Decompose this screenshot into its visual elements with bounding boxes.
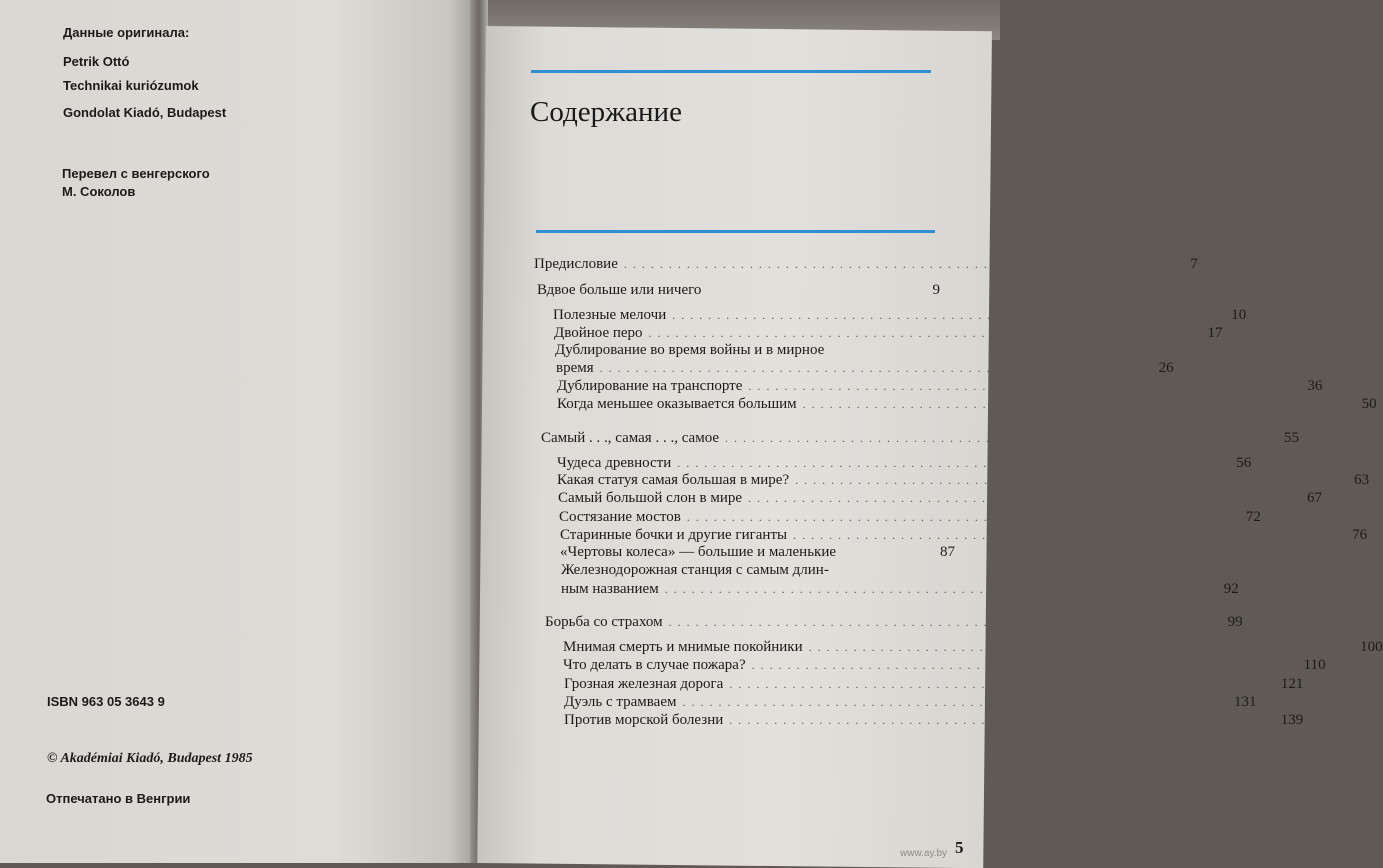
dot-leader: ............................................................ bbox=[748, 491, 1289, 505]
left-page bbox=[0, 0, 478, 863]
toc-entry bbox=[557, 471, 1370, 489]
dot-leader: ............................................................ bbox=[729, 677, 1270, 691]
toc-entry-page: 17 bbox=[1207, 325, 1223, 341]
toc-entry-title: ным названием bbox=[561, 581, 659, 597]
toc-entry-title: время bbox=[556, 360, 594, 376]
toc-entry bbox=[553, 306, 1247, 324]
toc-entry-page: 87 bbox=[940, 544, 955, 560]
toc-entry bbox=[554, 324, 1223, 342]
dot-leader: ............................................................ bbox=[672, 308, 1213, 322]
dot-leader: ............................................................ bbox=[808, 640, 1349, 654]
toc-entry bbox=[560, 526, 1368, 544]
toc-entry-title: Самый большой слон в мире bbox=[558, 490, 743, 506]
toc-entry-title: Чудеса древности bbox=[557, 455, 672, 471]
toc-entry bbox=[559, 508, 1261, 526]
toc-entry-page: 9 bbox=[932, 282, 940, 298]
contents-rule bbox=[536, 230, 935, 233]
toc-entry-page: 36 bbox=[1307, 378, 1323, 394]
toc-entry bbox=[537, 281, 940, 299]
dot-leader: ............................................................ bbox=[686, 510, 1227, 524]
dot-leader: ............................................................ bbox=[599, 361, 1140, 375]
toc-entry-title: «Чертовы колеса» — большие и маленькие bbox=[560, 544, 837, 560]
dot-leader: ............................................................ bbox=[793, 528, 1334, 542]
dot-leader: ............................................................ bbox=[795, 473, 1336, 487]
dot-leader: ............................................................ bbox=[668, 615, 1209, 629]
dot-leader: ............................................................ bbox=[648, 326, 1189, 340]
translated-from: Перевел с венгерского bbox=[62, 166, 210, 181]
dot-leader: ............................................................ bbox=[677, 456, 1218, 470]
toc-entry-page: 139 bbox=[1280, 712, 1304, 728]
toc-entry-page: 92 bbox=[1223, 581, 1239, 597]
toc-entry bbox=[555, 341, 944, 359]
toc-entry-title: Мнимая смерть и мнимые покойники bbox=[563, 639, 803, 655]
toc-entry bbox=[557, 395, 1377, 413]
toc-entry bbox=[563, 656, 1326, 674]
toc-entry-page: 110 bbox=[1303, 657, 1326, 673]
toc-entry-page: 99 bbox=[1227, 614, 1243, 630]
dot-leader: ............................................................ bbox=[729, 713, 1270, 727]
copyright: © Akadémiai Kiadó, Budapest 1985 bbox=[47, 751, 253, 766]
toc-entry-page: 10 bbox=[1231, 307, 1247, 323]
original-author: Petrik Ottó bbox=[63, 54, 130, 69]
toc-entry-title: Железнодорожная станция с самым длин- bbox=[561, 562, 829, 578]
toc-entry bbox=[541, 429, 1300, 447]
toc-entry bbox=[563, 638, 1383, 656]
dot-leader: ............................................................ bbox=[751, 658, 1292, 672]
printed-in: Отпечатано в Венгрии bbox=[46, 791, 191, 806]
dot-leader: ............................................................ bbox=[748, 379, 1289, 393]
toc-entry-title: Дублирование во время войны и в мирное bbox=[555, 342, 825, 358]
toc-entry-title: Против морской болезни bbox=[564, 712, 724, 728]
dot-leader: ............................................................ bbox=[725, 431, 1266, 445]
toc-entry bbox=[558, 489, 1323, 507]
toc-entry bbox=[561, 580, 1239, 598]
original-data-label: Данные оригинала: bbox=[63, 25, 190, 40]
watermark: www.ay.by bbox=[900, 848, 948, 859]
toc-entry-page: 121 bbox=[1280, 676, 1304, 692]
toc-entry-title: Дуэль с трамваем bbox=[564, 694, 677, 710]
top-rule bbox=[531, 70, 931, 73]
toc-entry-page: 67 bbox=[1307, 490, 1323, 506]
toc-entry-title: Старинные бочки и другие гиганты bbox=[560, 527, 788, 543]
toc-entry-title: Борьба со страхом bbox=[545, 614, 663, 630]
toc-entry-page: 55 bbox=[1284, 430, 1300, 446]
translator: М. Соколов bbox=[62, 184, 136, 199]
toc-entry-title: Полезные мелочи bbox=[553, 307, 667, 323]
toc-entry-title: Двойное перо bbox=[554, 325, 643, 341]
toc-entry-page: 100 bbox=[1360, 639, 1383, 655]
toc-entry bbox=[561, 561, 955, 579]
toc-entry-title: Самый . . ., самая . . ., самое bbox=[541, 430, 720, 446]
toc-entry bbox=[557, 377, 1323, 395]
page-number: 5 bbox=[955, 838, 964, 857]
toc-entry-page: 56 bbox=[1236, 455, 1252, 471]
toc-entry bbox=[564, 693, 1257, 711]
toc-entry-title: Дублирование на транспорте bbox=[557, 378, 743, 394]
dot-leader: ............................................................ bbox=[623, 257, 1164, 271]
dot-leader: ............................................................ bbox=[802, 397, 1343, 411]
toc-entry-page: 131 bbox=[1233, 694, 1257, 710]
toc-entry bbox=[560, 543, 955, 561]
original-publisher: Gondolat Kiadó, Budapest bbox=[63, 105, 227, 120]
toc-entry-page: 50 bbox=[1361, 396, 1377, 412]
toc-entry-page: 76 bbox=[1352, 527, 1368, 543]
toc-entry-title: Состязание мостов bbox=[559, 509, 681, 525]
toc-entry-title: Какая статуя самая большая в мире? bbox=[557, 472, 790, 488]
original-title: Technikai kuriózumok bbox=[63, 78, 199, 93]
isbn: ISBN 963 05 3643 9 bbox=[47, 694, 165, 709]
toc-entry-title: Грозная железная дорога bbox=[564, 676, 724, 692]
right-page bbox=[477, 26, 992, 868]
toc-entry-title: Что делать в случае пожара? bbox=[563, 657, 746, 673]
toc-entry-page: 26 bbox=[1158, 360, 1174, 376]
toc-entry bbox=[534, 255, 1198, 273]
page-title: Содержание bbox=[530, 96, 682, 128]
toc-entry bbox=[557, 454, 1252, 472]
toc-entry bbox=[564, 675, 1304, 693]
dot-leader: ............................................................ bbox=[682, 695, 1223, 709]
dot-leader: ............................................................ bbox=[664, 582, 1205, 596]
toc-entry-page: 72 bbox=[1245, 509, 1261, 525]
toc-entry bbox=[564, 711, 1304, 729]
toc-entry-page: 63 bbox=[1354, 472, 1370, 488]
toc-entry bbox=[556, 359, 1174, 377]
toc-entry-title: Вдвое больше или ничего bbox=[537, 282, 702, 298]
toc-entry-page: 7 bbox=[1190, 256, 1198, 272]
toc-entry-title: Предисловие bbox=[534, 256, 618, 272]
toc-entry bbox=[545, 613, 1243, 631]
toc-entry-title: Когда меньшее оказывается большим bbox=[557, 396, 797, 412]
